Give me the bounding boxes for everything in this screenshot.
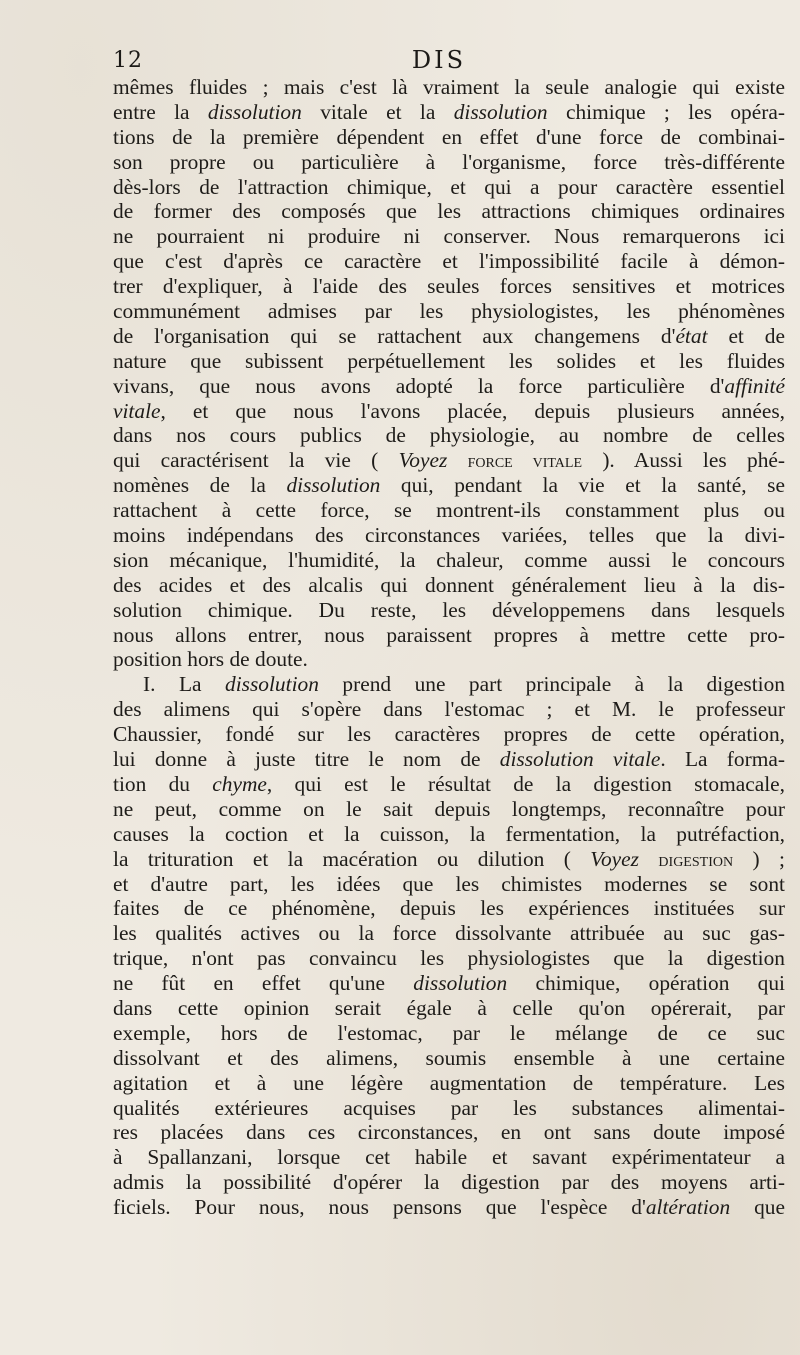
italic-run: Voyez: [590, 846, 639, 871]
text-line: [113, 175, 785, 200]
text-run: dissolvant et des alimens, soumis ensemble à une certaine: [113, 1045, 785, 1070]
text-run: qui caractérisent la vie (: [113, 448, 399, 473]
text-line: [113, 448, 785, 473]
text-line: [113, 647, 785, 672]
italic-run: altération: [645, 1195, 731, 1220]
text-line: [113, 598, 785, 623]
text-line: [113, 423, 785, 448]
text-line: [113, 374, 785, 399]
text-line: [113, 921, 785, 946]
page-number: 12: [113, 48, 143, 73]
text-run: I. La: [143, 672, 225, 697]
text-line: [113, 1170, 785, 1195]
text-run: , qui est le résultat de la digestion stomacale,: [266, 771, 785, 796]
text-run: faites de ce phénomène, depuis les expériences instituées sur: [113, 896, 785, 921]
italic-run: dissolution: [207, 99, 302, 124]
text-run: des acides et des alcalis qui donnent généralement lieu à la dis-: [113, 572, 785, 597]
text-run: et d'autre part, les idées que les chimistes modernes se sont: [113, 871, 785, 896]
text-line: [113, 797, 785, 822]
text-line: [113, 498, 785, 523]
text-line: [113, 1120, 785, 1145]
text-line: [113, 747, 785, 772]
text-line: [113, 399, 785, 424]
text-line: [113, 523, 785, 548]
text-line: [113, 349, 785, 374]
text-line: [113, 1021, 785, 1046]
text-run: dans cette opinion serait égale à celle qu'on opérerait, par: [113, 995, 785, 1020]
text-run: position hors de doute.: [113, 647, 308, 672]
italic-run: état: [675, 323, 708, 348]
italic-run: dissolution: [413, 971, 508, 996]
text-run: agitation et à une légère augmentation de température. Les: [113, 1070, 785, 1095]
text-run: de former des composés que les attractions chimiques ordinaires: [113, 199, 785, 224]
text-line: [113, 1195, 785, 1220]
text-run: res placées dans ces circonstances, en ont sans doute imposé: [113, 1120, 785, 1145]
italic-run: dissolution vitale: [499, 747, 661, 772]
text-run: exemple, hors de l'estomac, par le mélange de ce suc: [113, 1020, 785, 1045]
text-run: tions de la première dépendent en effet d'une force de combinai-: [113, 124, 785, 149]
running-head: DIS: [411, 46, 467, 74]
text-line: [113, 623, 785, 648]
text-run: tion du: [113, 771, 213, 796]
text-run: Chaussier, fondé sur les caractères propres de cette opération,: [113, 722, 785, 747]
text-run: communément admises par les physiologistes, les phénomènes: [113, 299, 785, 324]
text-run: dans nos cours publics de physiologie, au nombre de celles: [113, 423, 785, 448]
text-line: [113, 847, 785, 872]
text-line: [113, 299, 785, 324]
text-run: [639, 847, 658, 871]
text-run: ) ;: [733, 846, 785, 871]
text-run: chimique, opération qui: [507, 971, 785, 996]
text-run: à Spallanzani, lorsque cet habile et savant expérimentateur a: [113, 1145, 785, 1170]
text-run: vitale et la: [301, 99, 454, 124]
text-line: [113, 722, 785, 747]
text-run: sion mécanique, l'humidité, la chaleur, comme aussi le concours: [113, 547, 785, 572]
text-run: ne pourraient ni produire ni conserver. Nous remarquerons ici: [113, 224, 785, 249]
text-line: [113, 150, 785, 175]
text-run: et de: [707, 323, 785, 348]
text-line: [113, 324, 785, 349]
text-run: entre la: [113, 99, 208, 124]
text-run: . La forma-: [660, 747, 785, 772]
text-line: [113, 872, 785, 897]
text-line: [113, 224, 785, 249]
text-line: [113, 548, 785, 573]
text-line: [113, 100, 785, 125]
text-line: [113, 1046, 785, 1071]
text-line: [113, 75, 785, 100]
text-run: trique, n'ont pas convaincu les physiologistes que la digestion: [113, 946, 785, 971]
text-line: [113, 473, 785, 498]
text-run: lui donne à juste titre le nom de: [113, 747, 500, 772]
italic-run: affinité: [724, 373, 785, 398]
text-line: [113, 772, 785, 797]
text-run: la trituration et la macération ou dilution (: [113, 846, 591, 871]
text-line: [113, 249, 785, 274]
small-caps-reference: digestion: [658, 848, 734, 871]
text-line: [113, 1145, 785, 1170]
text-run: nous allons entrer, nous paraissent propres à mettre cette pro-: [113, 622, 785, 647]
text-run: chimique ; les opéra-: [547, 99, 785, 124]
text-run: les qualités actives ou la force dissolvante attribuée au suc gas-: [113, 921, 785, 946]
italic-run: dissolution: [225, 672, 319, 697]
text-line: [113, 697, 785, 722]
text-run: nature que subissent perpétuellement les solides et les fluides: [113, 348, 785, 373]
text-line: [113, 125, 785, 150]
text-run: qualités extérieures acquises par les substances alimentai-: [113, 1095, 785, 1120]
text-line: [113, 946, 785, 971]
text-run: [447, 448, 467, 472]
text-run: causes la coction et la cuisson, la fermentation, la putréfaction,: [113, 821, 785, 846]
text-line: [113, 971, 785, 996]
italic-run: dissolution: [453, 99, 548, 124]
body-text: [113, 75, 785, 1220]
text-line: [113, 996, 785, 1021]
text-run: son propre ou particulière à l'organisme, force très-différente: [113, 149, 785, 174]
text-run: de l'organisation qui se rattachent aux changemens d': [113, 323, 676, 348]
text-run: que: [730, 1195, 785, 1220]
text-run: vivans, que nous avons adopté la force particulière d': [113, 373, 725, 398]
italic-run: vitale: [113, 398, 161, 423]
page-header: [113, 42, 785, 78]
text-line: [113, 573, 785, 598]
text-run: admis la possibilité d'opérer la digestion par des moyens arti-: [113, 1170, 785, 1195]
text-run: ). Aussi les phé-: [582, 448, 785, 473]
text-line: [113, 1096, 785, 1121]
text-line: [113, 1071, 785, 1096]
text-run: dès-lors de l'attraction chimique, et qui a pour caractère essentiel: [113, 174, 785, 199]
text-run: moins indépendans des circonstances variées, telles que la divi-: [113, 523, 785, 548]
text-run: solution chimique. Du reste, les développemens dans lesquels: [113, 597, 785, 622]
text-run: ficiels. Pour nous, nous pensons que l'espèce d': [113, 1195, 646, 1220]
italic-run: dissolution: [286, 473, 381, 498]
text-line: [113, 274, 785, 299]
text-line: [113, 672, 785, 697]
small-caps-reference: force vitale: [467, 450, 583, 473]
text-run: , et que nous l'avons placée, depuis plusieurs années,: [160, 398, 785, 423]
text-run: rattachent à cette force, se montrent-ils constamment plus ou: [113, 498, 785, 523]
text-line: [113, 199, 785, 224]
text-run: ne fût en effet qu'une: [113, 971, 414, 996]
text-run: mêmes fluides ; mais c'est là vraiment la seule analogie qui existe: [113, 75, 785, 99]
text-run: trer d'expliquer, à l'aide des seules forces sensitives et motrices: [113, 274, 785, 299]
text-line: [113, 896, 785, 921]
italic-run: chyme: [212, 771, 267, 796]
text-run: prend une part principale à la digestion: [318, 672, 785, 697]
text-run: des alimens qui s'opère dans l'estomac ; et M. le professeur: [113, 697, 785, 722]
text-run: qui, pendant la vie et la santé, se: [380, 473, 785, 498]
text-run: nomènes de la: [113, 473, 287, 498]
text-run: que c'est d'après ce caractère et l'impossibilité facile à démon-: [113, 249, 785, 274]
text-run: ne peut, comme on le sait depuis longtemps, reconnaître pour: [113, 796, 785, 821]
text-line: [113, 822, 785, 847]
italic-run: Voyez: [398, 448, 448, 473]
